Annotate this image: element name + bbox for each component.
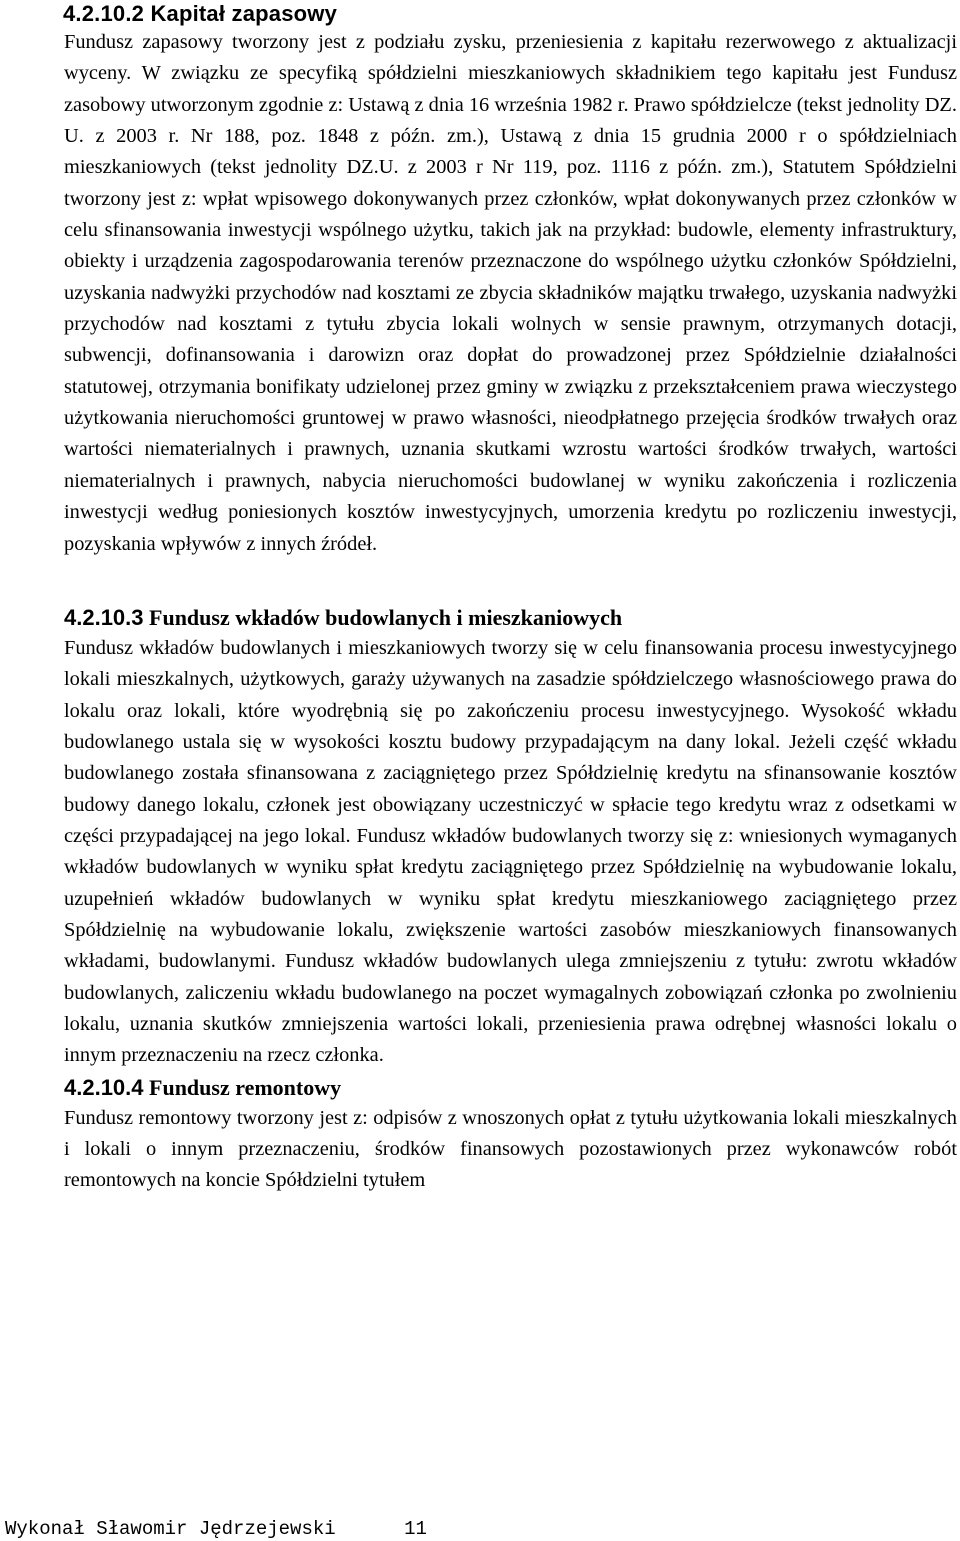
document-page	[64, 0, 957, 1197]
section-heading	[64, 1072, 957, 1103]
section-heading	[63, 0, 957, 27]
section-heading	[64, 602, 957, 633]
section-number: 4.2.10.4	[64, 1074, 144, 1100]
section-number: 4.2.10.2	[63, 1, 145, 26]
section-body: Fundusz zapasowy tworzony jest z podziału zysku, przeniesienia z kapitału rezerwowego z aktualizacji wyceny. W związku ze specyfiką spółdzielni mieszkaniowych składnikiem tego kapitału jest Fundusz zasobowy utworzonym zgodnie z: Ustawą z dnia 16 września 1982 r. Prawo spółdzielcze (tekst jednolity DZ. U. z 2003 r. Nr 188, poz. 1848 z późn. zm.), Ustawą z dnia 15 grudnia 2000 r o spółdzielniach mieszkaniowych (tekst jednolity DZ.U. z 2003 r Nr 119, poz. 1116 z późn. zm.), Statutem Spółdzielni tworzony jest z: wpłat wpisowego dokonywanych przez członków, wpłat dokonywanych przez członków w celu sfinansowania inwestycji wspólnego użytku, takich jak na przykład: budowle, elementy infrastruktury, obiekty i urządzenia zagospodarowania terenów przeznaczone do wspólnego użytku członków Spółdzielni, uzyskania nadwyżki przychodów nad kosztami ze zbycia składników majątku trwałego, uzyskania nadwyżki przychodów nad kosztami z tytułu zbycia lokali wolnych w sensie prawnym, otrzymanych dotacji, subwencji, dofinansowania i darowizn oraz dopłat do prowadzonej przez Spółdzielnie działalności statutowej, otrzymania bonifikaty udzielonej przez gminy w związku z przekształceniem prawa wieczystego użytkowania nieruchomości gruntowej w prawo własności, nieodpłatnego przejęcia środków trwałych oraz wartości niematerialnych i prawnych, uznania skutkami wzrostu wartości środków trwałych, wartości niematerialnych i prawnych, nabycia nieruchomości budowlanej w wyniku zakończenia i rozliczenia inwestycji według poniesionych kosztów inwestycyjnych, umorzenia kredytu po rozliczeniu inwestycji, pozyskania wpływów z innych źródeł.	[64, 31, 957, 555]
page-number: 11	[404, 1518, 427, 1540]
section-title: Fundusz wkładów budowlanych i mieszkaniowych	[149, 604, 623, 630]
section-title: Fundusz remontowy	[149, 1074, 342, 1100]
section-number: 4.2.10.3	[64, 604, 144, 630]
page-footer	[5, 1518, 427, 1540]
section-title: Kapitał zapasowy	[150, 1, 338, 26]
footer-author: Wykonał Sławomir Jędrzejewski	[5, 1518, 336, 1540]
section-body: Fundusz remontowy tworzony jest z: odpisów z wnoszonych opłat z tytułu użytkowania lokali mieszkalnych i lokali o innym przeznaczeniu, środków finansowych pozostawionych przez wykonawców robót remontowych na koncie Spółdzielni tytułem	[64, 1106, 957, 1192]
section-body: Fundusz wkładów budowlanych i mieszkaniowych tworzy się w celu finansowania procesu inwestycyjnego lokali mieszkalnych, użytkowych, garaży używanych na zasadzie spółdzielczego własnościowego prawa do lokalu oraz lokali, które wyodrębnią się po zakończeniu procesu inwestycyjnego. Wysokość wkładu budowlanego ustala się w wysokości kosztu budowy przypadającym na dany lokal. Jeżeli część wkładu budowlanego została sfinansowana z zaciągniętego przez Spółdzielnię kredytu na sfinansowanie kosztów budowy danego lokalu, członek jest obowiązany uczestniczyć w spłacie tego kredytu wraz z odsetkami w części przypadającej na jego lokal. Fundusz wkładów budowlanych tworzy się z: wniesionych wymaganych wkładów budowlanych w wyniku spłat kredytu zaciągniętego przez Spółdzielnię na wybudowanie lokalu, uzupełnień wkładów budowlanych w wyniku spłat kredytu mieszkaniowego zaciągniętego przez Spółdzielnię na wybudowanie lokalu, zwiększenie wartości zasobów mieszkaniowych finansowanych wkładami, budowlanymi. Fundusz wkładów budowlanych ulega zmniejszeniu z tytułu: zwrotu wkładów budowlanych, zaliczeniu wkładu budowlanego na poczet wymagalnych zobowiązań członka po zwolnieniu lokalu, uznania skutków zmniejszenia wartości lokali, przeniesienia prawa odrębnej własności lokalu o innym przeznaczeniu na rzecz członka.	[64, 636, 957, 1067]
